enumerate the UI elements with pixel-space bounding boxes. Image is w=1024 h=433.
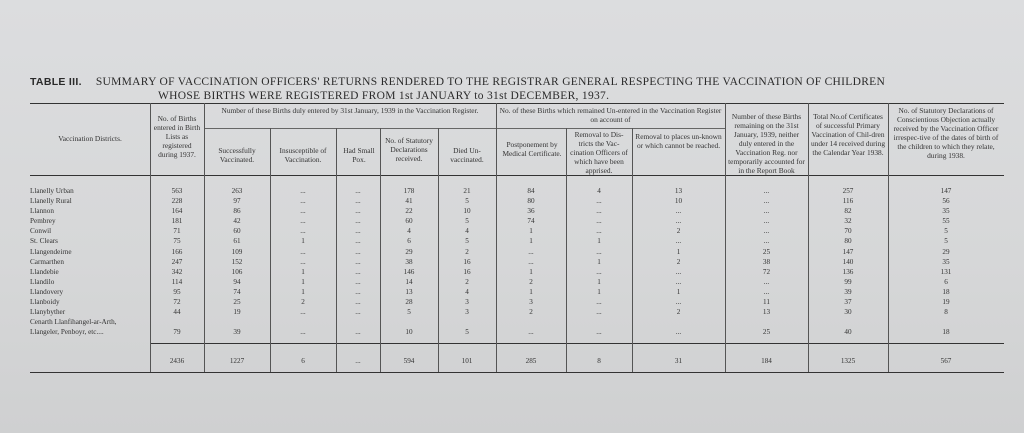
column-births [150,186,204,337]
table-cell: 44 [173,308,181,317]
total-statutory: 594 [403,357,415,365]
table-cell: ... [675,267,682,276]
table-cell: ... [528,247,534,256]
table-cell: ... [763,187,770,195]
table-cell: ... [300,217,306,226]
table-cell: 263 [231,187,243,195]
list-item: Cenarth Llanfihangel-ar-Arth, [30,318,117,327]
table-cell: 35 [942,257,950,266]
table-cell: 22 [405,207,413,216]
table-cell: 39 [844,287,852,296]
table-cell: ... [355,197,361,206]
table-cell: ... [355,207,361,216]
table-cell: ... [675,328,682,337]
table-cell: 40 [844,328,852,337]
table-cell: 16 [463,267,471,276]
table-cell: ... [355,298,361,307]
table-cell: ... [355,227,361,236]
table-cell: 1 [676,287,681,296]
table-cell: 5 [465,328,469,337]
table-cell: 13 [762,308,771,317]
table-cell: 1 [597,257,601,266]
table-cell: 5 [944,237,948,246]
list-item: St. Clears [30,237,58,246]
table-cell [808,317,888,327]
table-title-line1 [30,76,885,88]
table-cell: 74 [233,287,241,296]
table-cell: 178 [403,187,415,195]
header-removal-districts: Removal to Dis-tricts the Vac-cination Officers of which have been apprised. [570,130,628,175]
table-cell: 97 [233,197,241,206]
rule-totals-top [150,343,1004,344]
header-smallpox: Had Small Pox. [343,146,375,164]
table-cell: 109 [231,247,243,256]
table-cell: 37 [844,298,852,307]
table-cell: ... [300,328,306,337]
table-cell: ... [763,237,770,246]
table-cell: ... [355,237,361,246]
table-cell: 5 [465,237,469,246]
table-cell: 86 [233,207,241,216]
table-cell: 94 [233,277,241,286]
table-cell: 2 [465,277,469,286]
total-objection: 567 [940,357,952,365]
table-cell: 29 [405,247,413,256]
table-cell: 39 [233,328,241,337]
table-cell: 5 [465,197,469,206]
table-cell: 2 [529,277,533,286]
rule-top [30,103,1004,104]
list-item: Llangeler, Penboyr, etc.... [30,328,104,337]
table-cell: ... [596,298,602,307]
table-cell: 166 [171,247,183,256]
table-cell: 10 [463,207,471,216]
table-cell: 42 [233,217,241,226]
table-cell: 56 [942,197,950,206]
table-cell: 28 [405,298,413,307]
table-cell: ... [763,277,770,286]
list-item: Llandovery [30,287,64,296]
column-remaining [725,186,808,337]
table-cell: 3 [529,298,533,307]
table-cell: ... [763,197,770,206]
table-cell: 75 [173,237,181,246]
table-cell: ... [596,267,602,276]
rule-bottom [30,372,1004,373]
table-cell: 342 [171,267,183,276]
table-cell: 19 [233,308,241,317]
table-cell: 38 [405,257,413,266]
column-certificates [808,186,888,337]
table-cell: 21 [463,187,471,195]
header-district: Vaccination Districts. [58,134,122,143]
table-cell: 5 [407,308,411,317]
table-cell: 146 [403,267,415,276]
table-cell [725,317,808,327]
table-cell: ... [675,207,682,216]
title-text-1: SUMMARY OF VACCINATION OFFICERS' RETURNS RENDERED TO THE REGISTRAR GENERAL RESPECTING THE VACCINATION OF CHILDREN [95,76,886,88]
table-cell: 82 [844,207,852,216]
total-successfully: 1227 [229,357,245,365]
table-cell: 1 [676,247,681,256]
column-removal-districts [566,186,632,337]
table-cell: ... [300,187,306,195]
list-item: Llanybyther [30,308,66,317]
table-cell: 13 [674,187,683,195]
table-cell: ... [763,227,770,236]
list-item: Llanelly Rural [30,197,72,206]
header-statutory: No. of Statutory Declarations received. [385,136,433,163]
column-statutory [380,186,438,337]
table-cell: 99 [844,277,852,286]
table-cell: 55 [942,217,950,226]
list-item: Llannon [30,207,54,216]
table-cell [888,317,1004,327]
table-cell: 14 [405,277,413,286]
rule-group1 [204,128,496,129]
table-cell: ... [596,217,602,226]
table-cell: 30 [844,308,852,317]
list-item: Llanelly Urban [30,187,74,195]
table-cell: 164 [171,207,183,216]
header-group1: Number of these Births duly entered by 31st January, 1939 in the Vaccination Register. [221,106,479,115]
table-cell: 2 [465,247,469,256]
total-removal-districts: 8 [597,357,601,365]
total-births: 2436 [169,357,185,365]
table-cell: ... [596,207,602,216]
table-cell: ... [596,308,602,317]
table-cell: 131 [940,267,952,276]
table-cell: 6 [944,277,948,286]
table-cell [380,317,438,327]
total-remaining: 184 [761,357,772,365]
table-cell [438,317,496,327]
table-cell: 60 [233,227,241,236]
table-cell [270,317,336,327]
table-cell: 1 [529,227,533,236]
table-cell: 2 [529,308,533,317]
table-cell: 72 [173,298,181,307]
list-item: Conwil [30,227,52,236]
table-cell: ... [675,298,682,307]
table-cell: 147 [940,187,952,195]
table-cell: ... [355,257,361,266]
table-cell: ... [355,287,361,296]
district-list [30,186,148,337]
table-cell: 79 [173,328,181,337]
column-died [438,186,496,337]
table-cell: 80 [527,197,535,206]
table-cell: 11 [763,298,770,307]
table-cell: 4 [597,187,601,195]
table-label: TABLE III. [30,76,82,88]
table-cell: 60 [405,217,413,226]
table-cell: ... [355,308,361,317]
table-cell: ... [528,328,534,337]
table-cell: 6 [407,237,411,246]
table-cell: ... [675,237,682,246]
table-cell: 25 [762,247,771,256]
table-cell: 4 [465,287,469,296]
total-died: 101 [461,357,473,365]
table-cell: ... [355,247,361,256]
table-cell: 29 [942,247,950,256]
column-insusceptible [270,186,336,337]
table-cell: ... [596,247,602,256]
table-cell [496,317,566,327]
table-cell: 228 [171,197,183,206]
table-cell [566,317,632,327]
header-died: Died Un-vaccinated. [450,146,484,164]
table-cell: 41 [405,197,413,206]
table-title-line2: WHOSE BIRTHS WERE REGISTERED FROM 1st JANUARY to 31st DECEMBER, 1937. [158,90,610,102]
total-postponement: 285 [525,357,537,365]
table-cell: 3 [465,298,469,307]
table-cell: ... [763,217,770,226]
header-births: No. of Births entered in Birth Lists as registered during 1937. [153,114,201,159]
table-cell: ... [355,217,361,226]
table-cell: ... [300,308,306,317]
table-cell: ... [300,257,306,266]
header-remaining: Number of these Births remaining on the 31st January, 1939, neither duly entered in the Vaccination Reg. nor temporarily accounted for in the Report Book [728,112,805,175]
column-postponement [496,186,566,337]
rule-header-bottom [30,175,1004,176]
table-cell: 257 [842,187,854,195]
total-insusceptible: 6 [301,357,305,365]
table-cell: ... [596,197,602,206]
table-cell: 3 [465,308,469,317]
header-group2: No. of these Births which remained Un-entered in the Vaccination Register on account of [499,106,722,124]
table-cell: ... [675,217,682,226]
table-cell: 2 [301,298,305,307]
table-cell: 181 [171,217,183,226]
table-cell: 2 [676,308,681,317]
table-cell: 38 [762,257,771,266]
table-cell: ... [355,277,361,286]
list-item: Llangendeirne [30,247,72,256]
table-cell: 4 [465,227,469,236]
table-cell: 106 [231,267,243,276]
table-cell: 1 [597,277,601,286]
header-removal-unknown: Removal to places un-known or which cannot be reached. [635,132,722,150]
table-cell: 152 [231,257,243,266]
table-cell: 114 [171,277,183,286]
table-cell: 5 [944,227,948,236]
header-certificates: Total No.of Certificates of successful Primary Vaccination of Chil-dren under 14 received during the Calendar Year 1938. [810,112,886,157]
table-cell: 147 [842,247,854,256]
table-cell: 5 [465,217,469,226]
table-cell: 116 [842,197,854,206]
table-cell: 4 [407,227,411,236]
table-cell: ... [528,257,534,266]
table-cell: 1 [301,277,305,286]
table-cell [204,317,270,327]
table-cell: 19 [942,298,950,307]
header-insusceptible: Insusceptible of Vaccination. [279,146,327,164]
table-cell: 2 [676,227,681,236]
table-cell: 74 [527,217,535,226]
table-cell [336,317,380,327]
list-item: Llandebie [30,267,59,276]
list-item: Llandilo [30,277,55,286]
column-successfully [204,186,270,337]
list-item: Pembrey [30,217,56,226]
list-item: Llanboidy [30,298,60,307]
table-cell: 1 [301,287,305,296]
table-cell: 72 [762,267,771,276]
table-cell: 32 [844,217,852,226]
table-cell: 1 [529,267,533,276]
table-cell: ... [675,277,682,286]
table-cell: 1 [597,237,601,246]
table-cell: 16 [463,257,471,266]
table-cell: 36 [527,207,535,216]
table-cell: ... [300,207,306,216]
table-cell: ... [596,328,602,337]
table-cell: 80 [844,237,852,246]
table-cell: 247 [171,257,183,266]
table-cell: 10 [405,328,413,337]
table-cell: ... [763,287,770,296]
total-certificates: 1325 [840,357,856,365]
table-cell: 61 [233,237,241,246]
table-cell: 136 [842,267,854,276]
column-smallpox [336,186,380,337]
total-smallpox: ... [355,357,361,365]
table-cell: 18 [942,287,950,296]
table-cell: ... [355,267,361,276]
table-cell: 18 [942,328,950,337]
table-cell: ... [300,197,306,206]
table-cell: 1 [301,267,305,276]
table-cell: 563 [171,187,183,195]
table-cell: ... [596,227,602,236]
total-removal-unknown: 31 [674,357,683,365]
table-cell: 10 [674,197,683,206]
table-cell [632,317,725,327]
table-cell: ... [355,187,361,195]
table-cell: 70 [844,227,852,236]
table-cell: ... [355,328,361,337]
table-cell: 1 [529,287,533,296]
column-removal-unknown [632,186,725,337]
table-cell: 8 [944,308,948,317]
header-successfully: Successfully Vaccinated. [218,146,256,164]
table-cell: 1 [529,237,533,246]
table-cell: 140 [842,257,854,266]
table-cell [150,317,204,327]
table-cell: 2 [676,257,681,266]
rule-group2 [496,128,725,129]
table-cell: 35 [942,207,950,216]
table-cell: 25 [762,328,771,337]
table-cell: ... [763,207,770,216]
table-cell: 13 [405,287,413,296]
table-cell: 1 [597,287,601,296]
header-postponement: Postponement by Medical Certificate. [502,140,562,158]
list-item: Carmarthen [30,257,64,266]
table-cell: 25 [233,298,241,307]
header-objection: No. of Statutory Declarations of Conscientious Objection actually received by the Vaccination Officer irrespec-tive of the dates of birth of the children to which they relate, during 1938. [893,106,999,160]
table-cell: 1 [301,237,305,246]
table-cell: ... [300,227,306,236]
column-objection [888,186,1004,337]
table-cell: 71 [173,227,181,236]
table-cell: 84 [527,187,535,195]
table-cell: ... [300,247,306,256]
table-cell: 95 [173,287,181,296]
